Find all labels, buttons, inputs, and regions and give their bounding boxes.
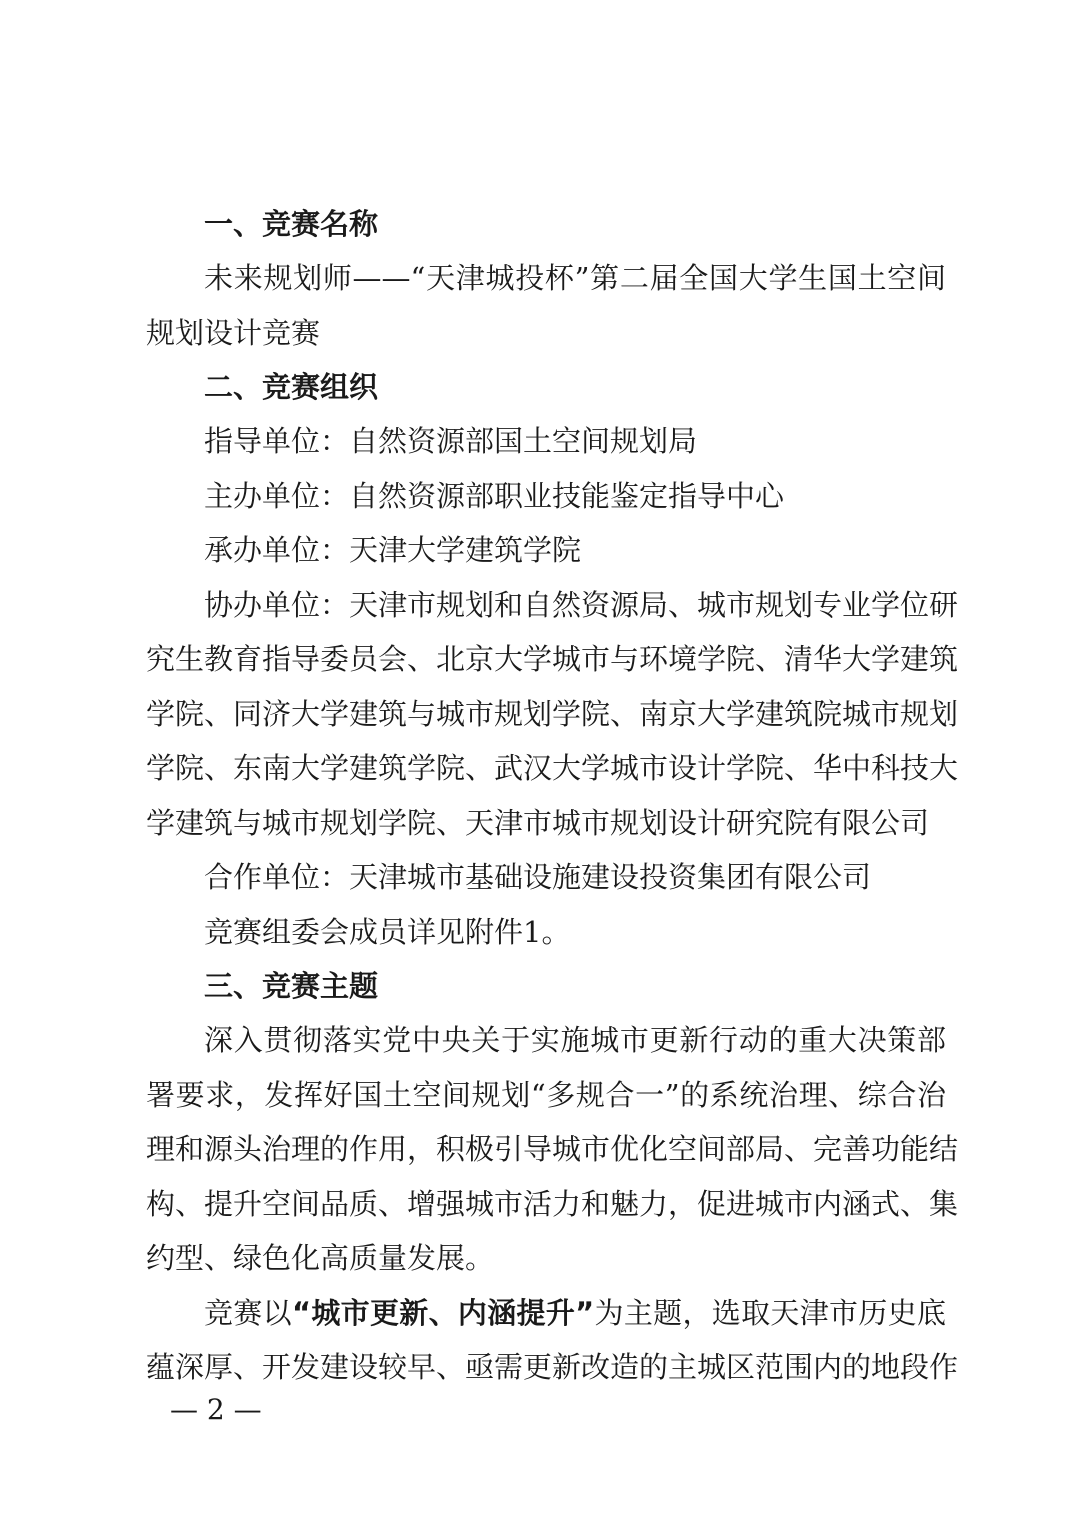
- co-organizer-line: 学院、东南大学建筑学院、武汉大学城市设计学院、华中科技大: [146, 751, 959, 785]
- section3-heading: 三、竞赛主题: [204, 969, 379, 1003]
- page-number: — 2 —: [170, 1393, 262, 1426]
- theme-title: “城市更新、内涵提升”: [291, 1296, 595, 1330]
- competition-name-line2: 规划设计竞赛: [146, 316, 321, 350]
- theme-paragraph-line: 约型、绿色化高质量发展。: [146, 1241, 495, 1275]
- theme-paragraph-line: 深入贯彻落实党中央关于实施城市更新行动的重大决策部: [204, 1023, 946, 1057]
- organizer-unit: 承办单位：天津大学建筑学院: [204, 533, 582, 567]
- theme-suffix: 为主题，选取天津市历史底: [594, 1296, 946, 1330]
- section2-heading: 二、竞赛组织: [204, 370, 379, 404]
- committee-note: 竞赛组委会成员详见附件1。: [204, 915, 571, 949]
- co-organizer-line: 协办单位：天津市规划和自然资源局、城市规划专业学位研: [204, 588, 959, 622]
- co-organizer-line: 学院、同济大学建筑与城市规划学院、南京大学建筑院城市规划: [146, 697, 959, 731]
- co-organizer-line: 学建筑与城市规划学院、天津市城市规划设计研究院有限公司: [146, 806, 930, 840]
- competition-name-line1: 未来规划师——“天津城投杯”第二届全国大学生国土空间: [204, 261, 946, 295]
- co-organizer-line: 究生教育指导委员会、北京大学城市与环境学院、清华大学建筑: [146, 642, 959, 676]
- partner-unit: 合作单位：天津城市基础设施建设投资集团有限公司: [204, 860, 872, 894]
- theme-paragraph-line: 构、提升空间品质、增强城市活力和魅力，促进城市内涵式、集: [146, 1187, 959, 1221]
- theme-paragraph-line: 署要求，发挥好国土空间规划“多规合一”的系统治理、综合治: [146, 1078, 946, 1112]
- theme-statement-line2: 蕴深厚、开发建设较早、亟需更新改造的主城区范围内的地段作: [146, 1350, 959, 1384]
- theme-paragraph-line: 理和源头治理的作用，积极引导城市优化空间部局、完善功能结: [146, 1132, 959, 1166]
- section1-heading: 一、竞赛名称: [204, 207, 379, 241]
- guide-unit: 指导单位：自然资源部国土空间规划局: [204, 424, 698, 458]
- theme-prefix: 竞赛以: [204, 1296, 292, 1330]
- theme-statement-line1: [204, 1293, 946, 1333]
- host-unit: 主办单位：自然资源部职业技能鉴定指导中心: [204, 479, 785, 513]
